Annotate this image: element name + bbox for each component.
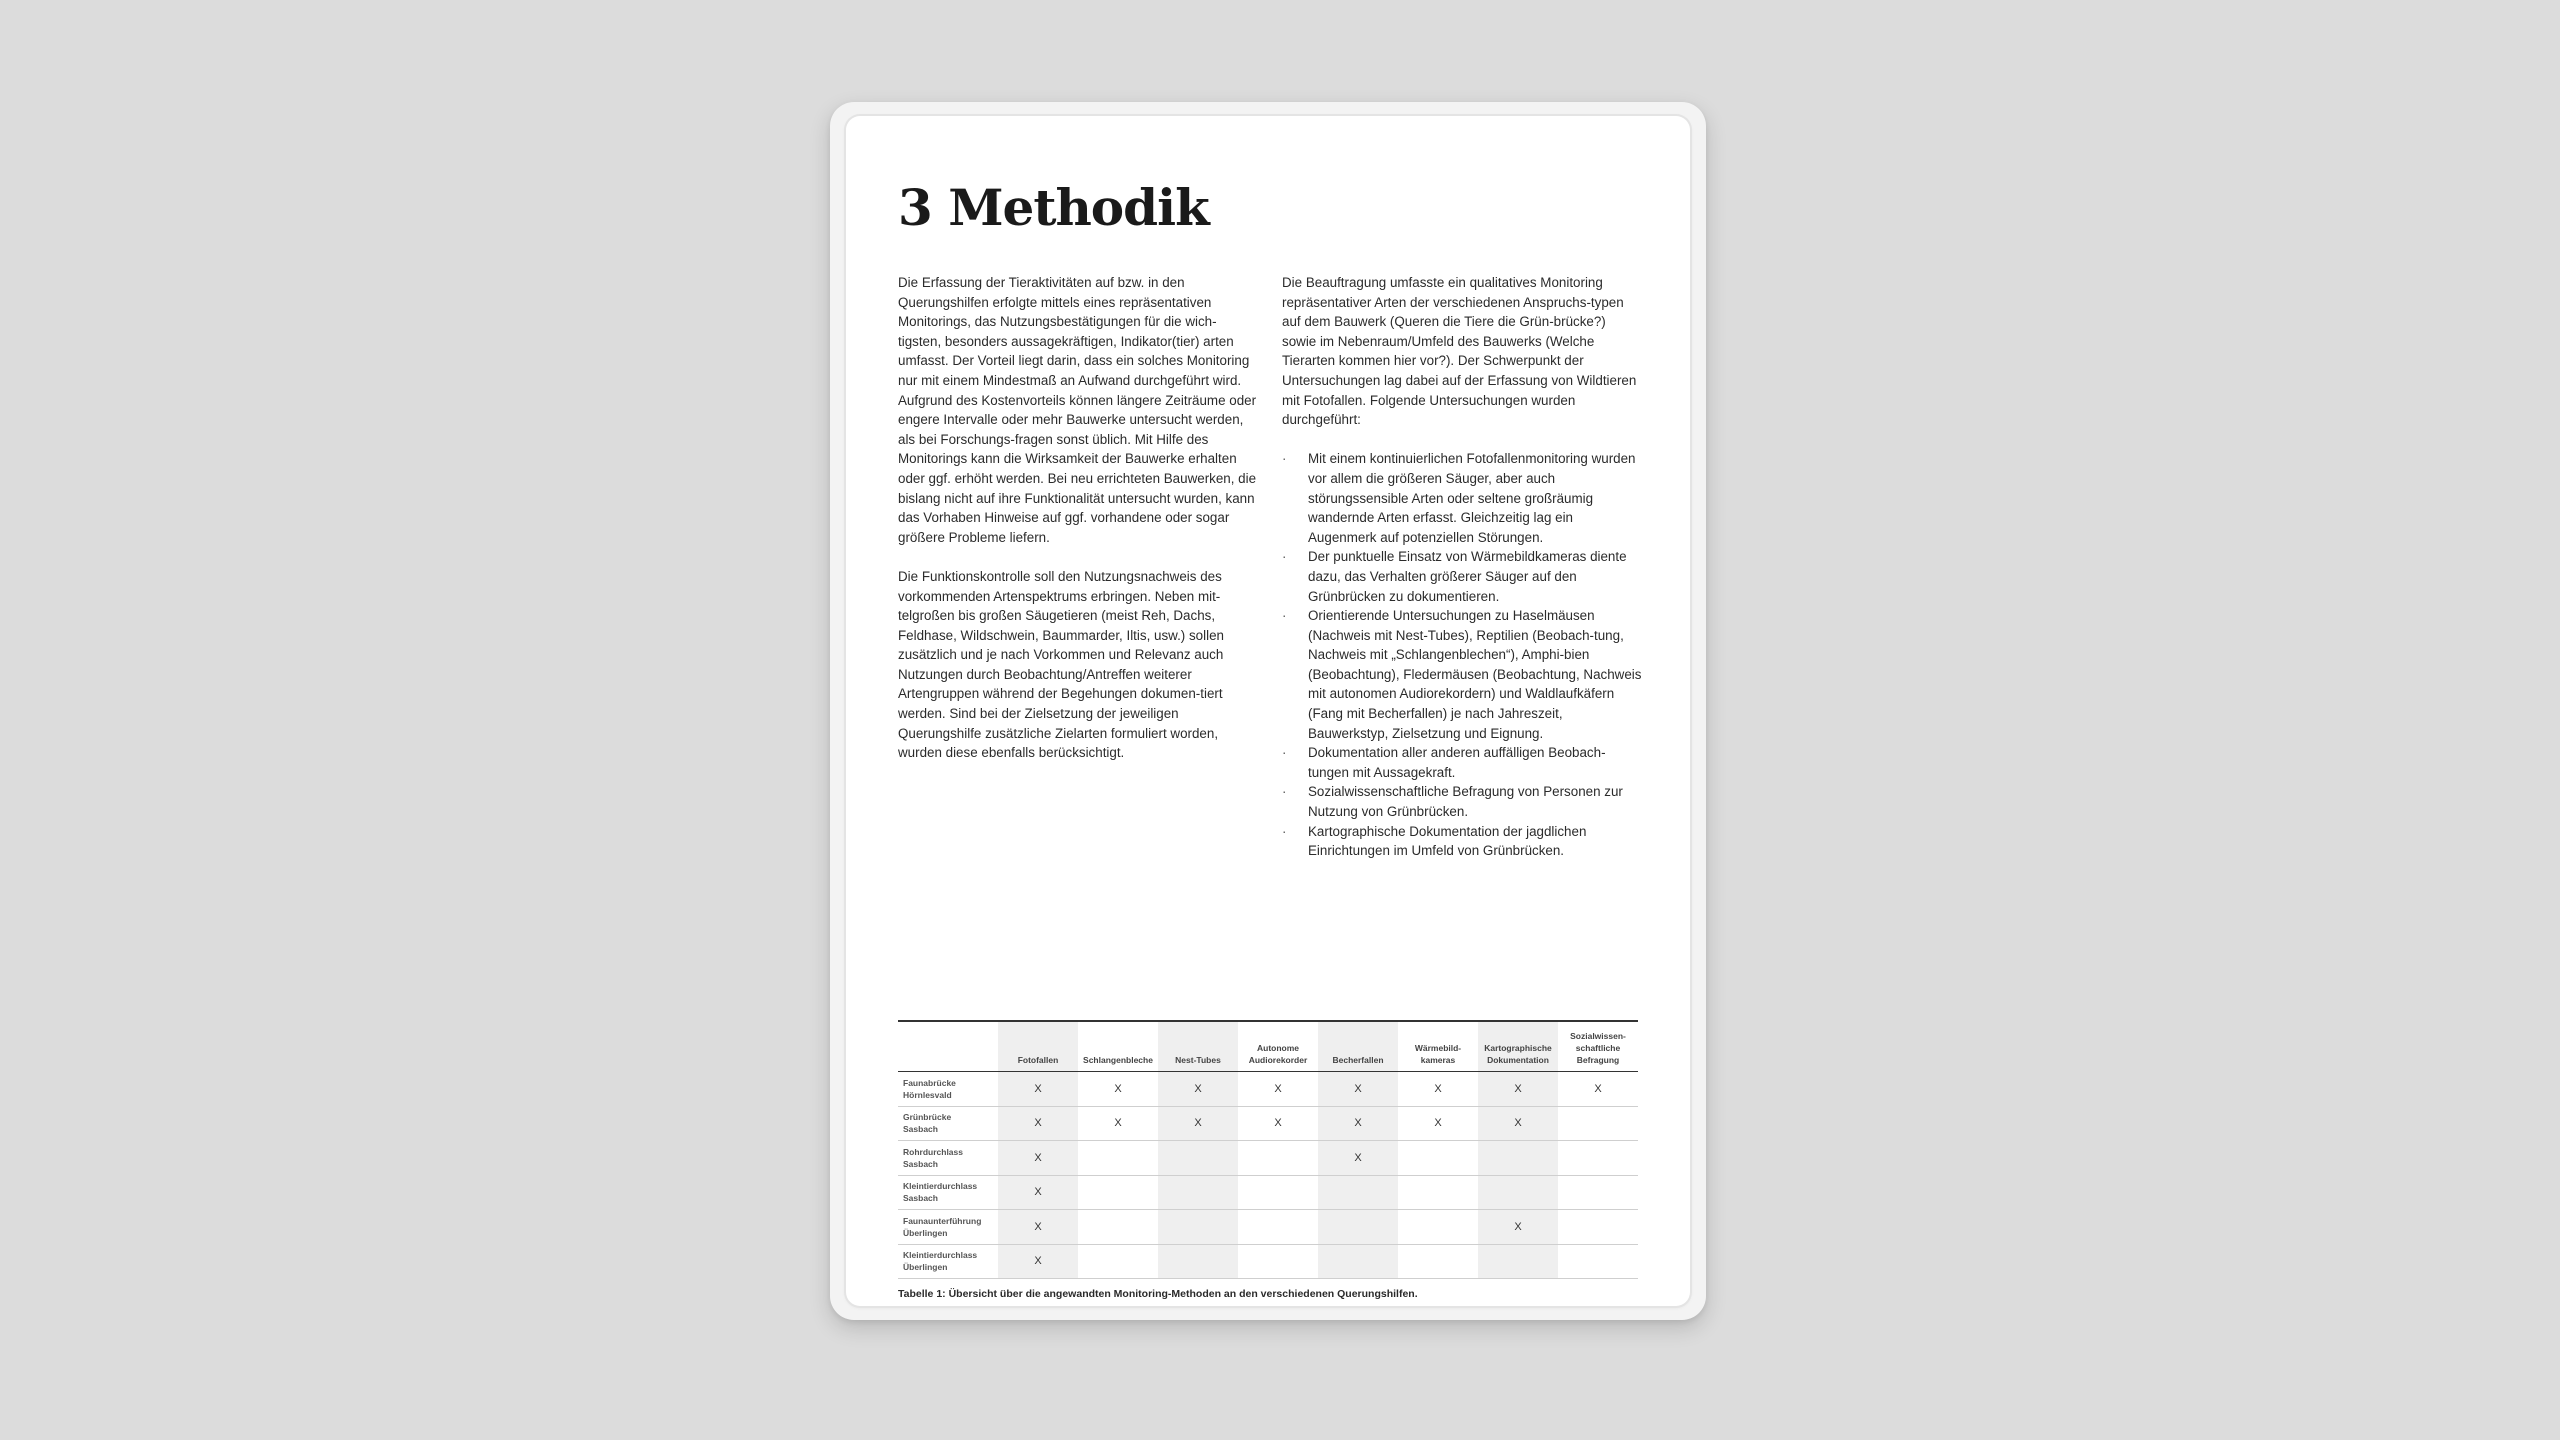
table-cell: X [998,1106,1078,1141]
table-cell [1238,1175,1318,1210]
right-column [1282,273,1642,861]
table-cell [1238,1141,1318,1176]
list-item: · Dokumentation aller anderen auffälligen Beobach-tungen mit Aussagekraft. [1282,743,1642,782]
table-cell [1478,1175,1558,1210]
table-row [898,1106,1638,1141]
row-label-cell [898,1141,998,1176]
paragraph: Die Erfassung der Tieraktivitäten auf bzw. in den Querungshilfen erfolgte mittels eines repräsentativen Monitorings, das Nutzungsbestätigungen für die wich-tigsten, besonders aussagekräftigen, Indikator(tier) arten umfasst. Der Vorteil liegt darin, dass ein solches Monitoring nur mit einem Mindestmaß an Aufwand durchgeführt wird. Aufgrund des Kostenvorteils können längere Zeiträume oder engere Intervalle oder mehr Bauwerke untersucht werden, als bei Forschungs-fragen sonst üblich. Mit Hilfe des Monitorings kann die Wirksamkeit der Bauwerke erhalten oder ggf. erhöht werden. Bei neu errichteten Bauwerken, die bislang nicht auf ihre Funktionalität untersucht wurden, kann das Vorhaben Hinweise auf ggf. vorhandene oder sogar größere Probleme liefern. [898,275,1257,545]
table-cell [1078,1210,1158,1245]
table-cell [1238,1210,1318,1245]
table-cell [1558,1175,1638,1210]
row-label-line: Sasbach [903,1193,938,1204]
row-label-line: Sasbach [903,1158,938,1169]
table-cell [1398,1210,1478,1245]
table-column-header [1558,1021,1638,1072]
table-row [898,1175,1638,1210]
table-cell: X [1078,1072,1158,1107]
column-header-line: Sozialwissen- [1570,1031,1626,1041]
row-label-cell [898,1210,998,1245]
table-column-header [1318,1021,1398,1072]
row-label-line: Überlingen [903,1227,948,1238]
page-title: 3 Methodik [898,178,1209,237]
tablet-frame [830,102,1706,1320]
list-item: · Mit einem kontinuierlichen Fotofallenmonitoring wurden vor allem die größeren Säuger, aber auch störungssensible Arten oder seltene großräumig wandernde Arten erfasst. Gleichzeitig lag ein Augenmerk auf potenziellen Störungen. [1282,449,1642,547]
table-cell [1318,1210,1398,1245]
methods-table-block [898,1020,1638,1300]
table-header-row [898,1021,1638,1072]
row-label-line: Faunabrücke [903,1077,956,1088]
table-cell [1318,1175,1398,1210]
table-cell [1398,1141,1478,1176]
column-header-line: Becherfallen [1332,1055,1384,1065]
table-cell: X [1318,1072,1398,1107]
document-page [846,116,1690,1306]
table-cell [1158,1210,1238,1245]
table-cell [1158,1175,1238,1210]
row-label-line: Grünbrücke [903,1112,952,1123]
row-label-cell [898,1106,998,1141]
row-label-line: Sasbach [903,1124,938,1135]
table-cell [1558,1106,1638,1141]
row-label-line: Überlingen [903,1262,948,1273]
table-cell: X [1478,1072,1558,1107]
table-cell [1478,1141,1558,1176]
table-cell: X [1558,1072,1638,1107]
table-cell [1158,1244,1238,1279]
table-cell: X [1238,1106,1318,1141]
table-cell [1238,1244,1318,1279]
table-cell: X [1478,1210,1558,1245]
table-corner-cell [898,1021,998,1072]
table-cell: X [998,1141,1078,1176]
table-cell [1478,1244,1558,1279]
table-column-header [1478,1021,1558,1072]
row-label-line: Kleintierdurchlass [903,1181,978,1192]
table-cell: X [1238,1072,1318,1107]
left-column [898,273,1258,782]
table-column-header [1078,1021,1158,1072]
paragraph: Die Funktionskontrolle soll den Nutzungsnachweis des vorkommenden Artenspektrums erbringen. Neben mit-telgroßen bis großen Säugetieren (meist Reh, Dachs, Feldhase, Wildschwein, Baummarder, Iltis, usw.) sollen zusätzlich und je nach Vorkommen und Relevanz auch Nutzungen durch Beobachtung/Antreffen weiterer Artengruppen während der Begehungen dokumen-tiert werden. Sind bei der Zielsetzung der jeweiligen Querungshilfe zusätzliche Zielarten formuliert worden, wurden diese ebenfalls berücksichtigt. [898,568,1224,761]
column-header-line: Kartographische [1484,1043,1552,1053]
list-item: · Der punktuelle Einsatz von Wärmebildkameras diente dazu, das Verhalten größerer Säuger auf den Grünbrücken zu dokumentieren. [1282,547,1642,606]
column-header-line: Wärmebild- [1414,1043,1462,1053]
table-cell [1158,1141,1238,1176]
table-cell: X [1478,1106,1558,1141]
list-item: · Kartographische Dokumentation der jagdlichen Einrichtungen im Umfeld von Grünbrücken. [1282,822,1642,861]
table-cell: X [1158,1106,1238,1141]
table-column-header [1398,1021,1478,1072]
table-column-header [1158,1021,1238,1072]
table-cell: X [998,1210,1078,1245]
table-row [898,1210,1638,1245]
table-cell: X [1318,1106,1398,1141]
table-column-header [1238,1021,1318,1072]
table-row [898,1244,1638,1279]
row-label-line: Hörnlesvald [903,1089,952,1100]
column-header-line: schaftliche [1575,1043,1621,1053]
table-cell: X [998,1072,1078,1107]
column-header-line: Dokumentation [1487,1055,1549,1065]
methods-table [898,1020,1638,1279]
bullet-list [1282,449,1642,860]
row-label-line: Rohrdurchlass [903,1146,963,1157]
table-cell: X [1318,1141,1398,1176]
column-header-line: Audiorekorder [1248,1055,1308,1065]
row-label-cell [898,1072,998,1107]
table-column-header [998,1021,1078,1072]
column-header-line: Befragung [1576,1055,1620,1065]
table-cell: X [998,1244,1078,1279]
paragraph: Die Beauftragung umfasste ein qualitatives Monitoring repräsentativer Arten der verschiedenen Anspruchs-typen auf dem Bauwerk (Queren die Tiere die Grün-brücke?) sowie im Nebenraum/Umfeld des Bauwerks (Welche Tierarten kommen hier vor?). Der Schwerpunkt der Untersuchungen lag dabei auf der Erfassung von Wildtieren mit Fotofallen. Folgende Untersuchungen wurden durchgeführt: [1282,275,1637,428]
list-item: · Orientierende Untersuchungen zu Haselmäusen (Nachweis mit Nest-Tubes), Reptilien (Beobach-tung, Nachweis mit „Schlangenblechen“), Amphi-bien (Beobachtung), Fledermäusen (Beobachtung, Nachweis mit autonomen Audiorekordern) und Waldlaufkäfern (Fang mit Becherfallen) je nach Jahreszeit, Bauwerkstyp, Zielsetzung und Eignung. [1282,606,1642,743]
table-cell [1558,1210,1638,1245]
table-caption: Tabelle 1: Übersicht über die angewandten Monitoring-Methoden an den verschiedenen Querungshilfen. [898,1288,1418,1300]
list-item: · Sozialwissenschaftliche Befragung von Personen zur Nutzung von Grünbrücken. [1282,782,1642,821]
table-cell: X [1078,1106,1158,1141]
column-header-line: Schlangenbleche [1083,1055,1153,1065]
table-cell [1398,1175,1478,1210]
row-label-cell [898,1175,998,1210]
table-cell: X [1398,1106,1478,1141]
table-cell [1558,1244,1638,1279]
table-cell [1558,1141,1638,1176]
column-header-line: Autonome [1256,1043,1300,1053]
row-label-cell [898,1244,998,1279]
table-cell [1078,1244,1158,1279]
table-cell [1318,1244,1398,1279]
table-cell [1078,1141,1158,1176]
row-label-line: Kleintierdurchlass [903,1250,978,1261]
table-cell: X [998,1175,1078,1210]
column-header-line: kameras [1420,1055,1456,1065]
column-header-line: Nest-Tubes [1175,1055,1221,1065]
table-cell: X [1398,1072,1478,1107]
table-cell [1078,1175,1158,1210]
table-row [898,1141,1638,1176]
column-header-line: Fotofallen [1017,1055,1059,1065]
table-cell [1398,1244,1478,1279]
table-cell: X [1158,1072,1238,1107]
row-label-line: Faunaunterführung [903,1215,982,1226]
table-body [898,1072,1638,1279]
table-row [898,1072,1638,1107]
